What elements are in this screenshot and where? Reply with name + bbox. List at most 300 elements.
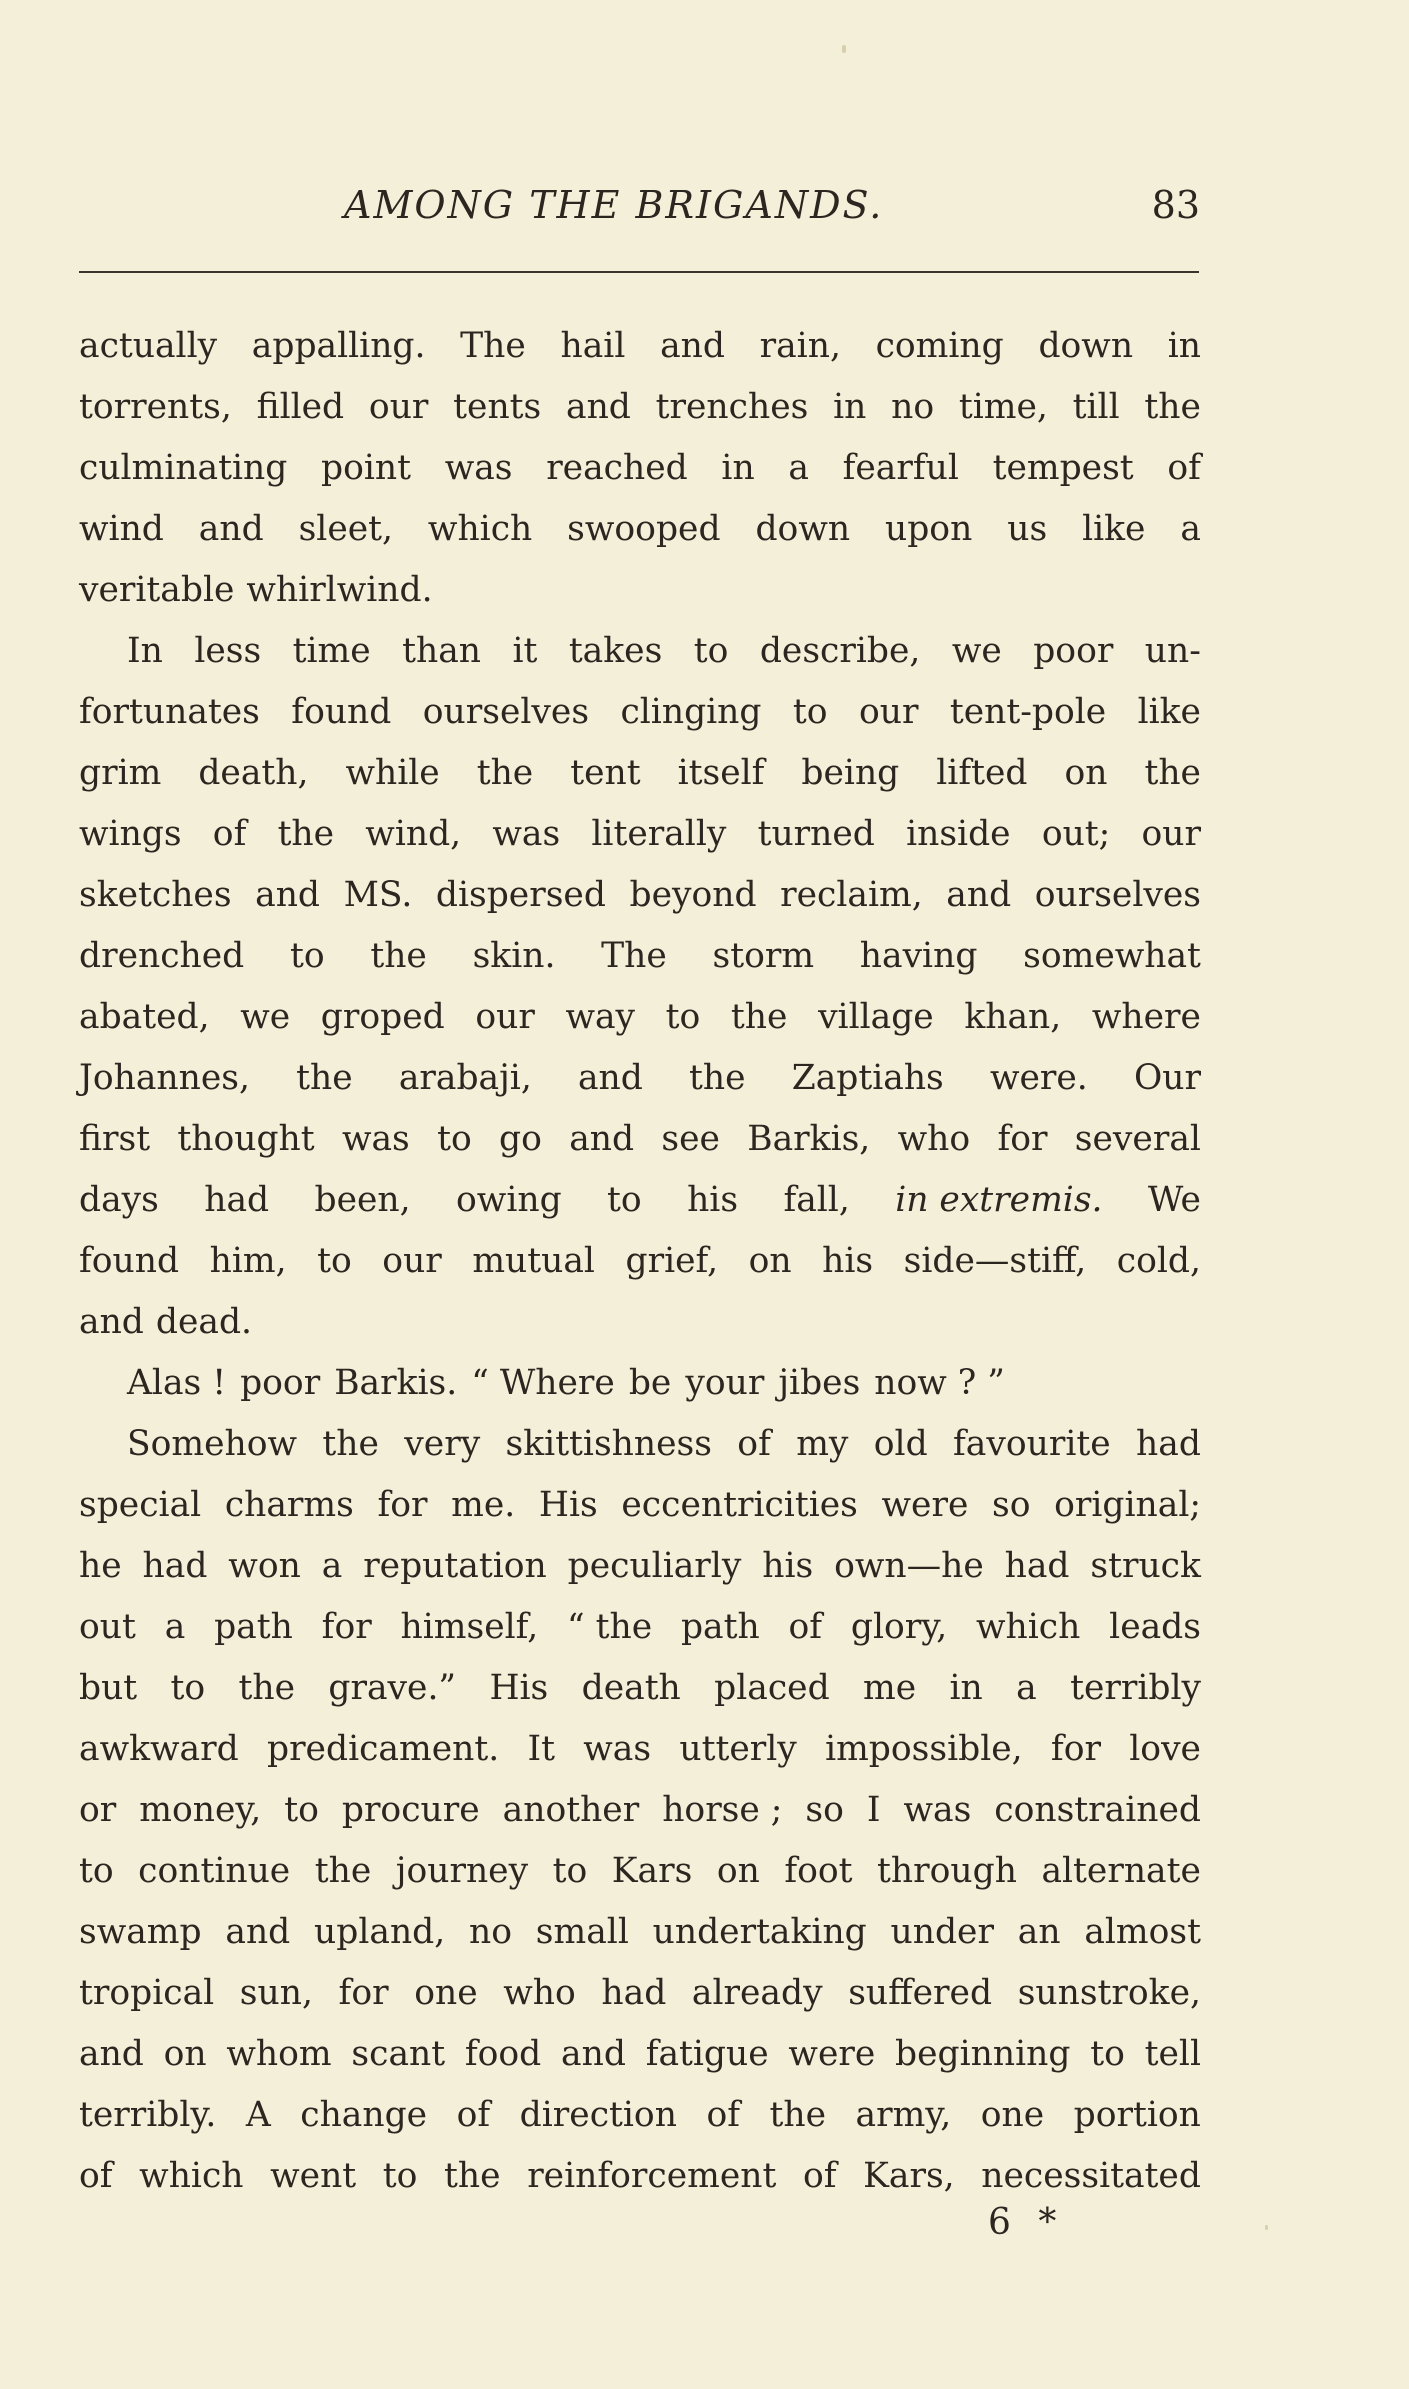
word: down (1038, 326, 1134, 366)
word: charms (224, 1485, 354, 1525)
word: poor (1033, 631, 1114, 671)
word: culminating (79, 448, 288, 488)
text-line (79, 1475, 1201, 1536)
word: “ Where (471, 1363, 615, 1403)
text-line (79, 1170, 1201, 1231)
word: describe, (759, 631, 921, 671)
text-line (79, 621, 1201, 682)
word: trenches (655, 387, 809, 427)
word: our (858, 692, 919, 732)
word: I (866, 1790, 881, 1830)
word: storm (712, 936, 815, 976)
text-line (79, 1719, 1201, 1780)
word: death, (198, 753, 309, 793)
word: special (79, 1485, 202, 1525)
word: way (565, 997, 636, 1037)
word: so (992, 1485, 1031, 1525)
word: appalling. (251, 326, 426, 366)
word: dispersed (435, 875, 606, 915)
word: the (444, 2156, 501, 2196)
word: the (769, 2095, 827, 2135)
word: my (796, 1424, 849, 1464)
word: under (890, 1912, 994, 1952)
word: original; (1054, 1485, 1201, 1525)
word: the (1144, 753, 1201, 793)
word: suffered (848, 1973, 993, 2013)
text-line (79, 1109, 1201, 1170)
word: village (818, 997, 934, 1037)
word: dead. (155, 1302, 252, 1342)
word: our (368, 387, 429, 427)
word: like (1082, 509, 1146, 549)
word: Somehow (127, 1424, 298, 1464)
word: path (214, 1607, 293, 1647)
word: we (240, 997, 291, 1037)
header-rule (79, 271, 1199, 273)
word: lifted (936, 753, 1028, 793)
word: to (170, 1668, 206, 1708)
word: was (903, 1790, 972, 1830)
word: khan, (964, 997, 1062, 1037)
text-line (79, 438, 1201, 499)
word: the (296, 1058, 353, 1098)
word: which (427, 509, 533, 549)
word: abated, (79, 997, 210, 1037)
word: was (492, 814, 561, 854)
word: The (601, 936, 667, 976)
word: thought (177, 1119, 315, 1159)
word: Kars, (863, 2156, 955, 2196)
word: sketches (79, 875, 232, 915)
word: than (402, 631, 481, 671)
word: already (691, 1973, 823, 2013)
word: reclaim, (780, 875, 923, 915)
word: days (79, 1180, 159, 1220)
word: on (748, 1241, 792, 1281)
text-line (79, 1902, 1201, 1963)
word: tents (453, 387, 542, 427)
word: to (317, 1241, 352, 1281)
word: Barkis, (747, 1119, 871, 1159)
word: Barkis. (334, 1363, 458, 1403)
word: to (693, 631, 729, 671)
word: ourselves (1034, 875, 1201, 915)
word: found (291, 692, 392, 732)
word: almost (1084, 1912, 1201, 1952)
word: the (1144, 387, 1201, 427)
word: had (601, 1973, 667, 2013)
word: himself, (400, 1607, 539, 1647)
word: actually (79, 326, 218, 366)
text-line (79, 926, 1201, 987)
word: path (680, 1607, 760, 1647)
word: down (755, 509, 851, 549)
word: horse ; (662, 1790, 783, 1830)
word: whom (226, 2034, 332, 2074)
word: Alas ! (127, 1363, 227, 1403)
word: coming (875, 326, 1004, 366)
body-text (79, 316, 1201, 2207)
word: in (1167, 326, 1201, 366)
word: mutual (472, 1241, 595, 1281)
word: of (212, 814, 247, 854)
word: continue (138, 1851, 291, 1891)
text-line (79, 865, 1201, 926)
text-line (79, 1353, 1201, 1414)
word: It (527, 1729, 555, 1769)
word: hail (560, 326, 626, 366)
word: We (1147, 1180, 1201, 1220)
word: food (464, 2034, 542, 2074)
word: and (225, 1912, 291, 1952)
word: clinging (620, 692, 762, 732)
word: a (788, 448, 809, 488)
word: first (79, 1119, 151, 1159)
word: side—stiff, (903, 1241, 1087, 1281)
word: un- (1144, 631, 1201, 671)
word: wind, (365, 814, 462, 854)
word: fall, (783, 1180, 850, 1220)
word: inside (906, 814, 1011, 854)
running-title: AMONG THE BRIGANDS. (344, 183, 884, 227)
word: had (142, 1546, 208, 1586)
word: terribly (1070, 1668, 1201, 1708)
word: were. (989, 1058, 1088, 1098)
word: the (476, 753, 534, 793)
word: like (1137, 692, 1201, 732)
word: our (475, 997, 535, 1037)
word: now ? ” (874, 1363, 1005, 1403)
word: several (1074, 1119, 1201, 1159)
word: necessitated (981, 2156, 1201, 2196)
word: which (139, 2156, 244, 2196)
word: out; (1041, 814, 1111, 854)
word: tropical (79, 1973, 215, 2013)
word: upon (885, 509, 973, 549)
text-line (79, 316, 1201, 377)
page-number: 83 (1151, 183, 1200, 227)
word: very (404, 1424, 481, 1464)
word: drenched (79, 936, 245, 976)
word: having (859, 936, 978, 976)
text-line (79, 1414, 1201, 1475)
word: owing (456, 1180, 562, 1220)
word: and (566, 387, 631, 427)
word: our (1141, 814, 1201, 854)
word: out (79, 1607, 136, 1647)
word: to (607, 1180, 642, 1220)
word: won (228, 1546, 301, 1586)
text-line (79, 1048, 1201, 1109)
text-line (79, 743, 1201, 804)
word: to (289, 936, 325, 976)
word: to (552, 1851, 588, 1891)
word: wings (79, 814, 182, 854)
word: his (762, 1546, 814, 1586)
word: His (489, 1668, 549, 1708)
word: ourselves (422, 692, 590, 732)
word: of (456, 2095, 491, 2135)
word: and (946, 875, 1012, 915)
word: me. (451, 1485, 516, 1525)
word: to (79, 1851, 114, 1891)
word: to (665, 997, 701, 1037)
word: “ the (567, 1607, 653, 1647)
word: and (561, 2034, 626, 2074)
word: the (730, 997, 788, 1037)
word: found (79, 1241, 180, 1281)
text-line (79, 560, 1201, 621)
word: on (716, 1851, 760, 1891)
word: The (460, 326, 526, 366)
word: point (321, 448, 411, 488)
text-line (79, 2024, 1201, 2085)
word: while (345, 753, 440, 793)
word: go (499, 1119, 542, 1159)
word: no (469, 1912, 513, 1952)
word: swooped (567, 509, 721, 549)
word: to (382, 2156, 418, 2196)
word: love (1129, 1729, 1201, 1769)
word: in (949, 1668, 983, 1708)
word: skittishness (505, 1424, 712, 1464)
word: swamp (79, 1912, 202, 1952)
word: beyond (629, 875, 757, 915)
word: jibes (778, 1363, 861, 1403)
text-line (79, 1963, 1201, 2024)
word: eccentricities (621, 1485, 858, 1525)
word: turned (757, 814, 875, 854)
word: it (512, 631, 538, 671)
word: and (79, 1302, 144, 1342)
word: sunstroke, (1017, 1973, 1201, 2013)
word: for (377, 1485, 428, 1525)
word: A (245, 2095, 271, 2135)
word: the (370, 936, 427, 976)
word: to (437, 1119, 472, 1159)
word: an (1017, 1912, 1061, 1952)
word: see (661, 1119, 720, 1159)
text-line (79, 1292, 1201, 1353)
text-line (79, 499, 1201, 560)
word: his (687, 1180, 739, 1220)
word: foot (784, 1851, 853, 1891)
word: and (577, 1058, 643, 1098)
word: tent (570, 753, 641, 793)
word: had (204, 1180, 270, 1220)
word: money, (139, 1790, 262, 1830)
word: was (583, 1729, 652, 1769)
word: a (164, 1607, 186, 1647)
word: army, (855, 2095, 952, 2135)
word: of (79, 2156, 113, 2196)
word: utterly (679, 1729, 797, 1769)
word: time, (958, 387, 1048, 427)
word: of (1167, 448, 1201, 488)
word: procure (341, 1790, 480, 1830)
word: arabaji, (398, 1058, 532, 1098)
word: veritable (79, 570, 235, 610)
word: leads (1109, 1607, 1201, 1647)
word: his (822, 1241, 874, 1281)
word: beginning (895, 2034, 1071, 2074)
word: him, (209, 1241, 287, 1281)
word: and (255, 875, 321, 915)
word: for (321, 1607, 372, 1647)
word: for (997, 1119, 1048, 1159)
word: scant (351, 2034, 446, 2074)
word: no (891, 387, 935, 427)
word: and (569, 1119, 635, 1159)
word: where (1091, 997, 1201, 1037)
word: In (127, 631, 163, 671)
word: filled (256, 387, 345, 427)
word: reputation (363, 1546, 547, 1586)
word: the (689, 1058, 746, 1098)
word: who (503, 1973, 576, 2013)
word: predicament. (266, 1729, 500, 1769)
word: rain, (759, 326, 841, 366)
word: Our (1133, 1058, 1201, 1098)
word: till (1072, 387, 1120, 427)
word: to (284, 1790, 319, 1830)
word: and (198, 509, 264, 549)
word: cold, (1116, 1241, 1201, 1281)
word: or (79, 1790, 117, 1830)
word: of (802, 2156, 837, 2196)
word: us (1007, 509, 1048, 549)
word: the (238, 1668, 296, 1708)
word: itself (677, 753, 765, 793)
word: terribly. (79, 2095, 217, 2135)
word: a (1016, 1668, 1037, 1708)
word: fearful (842, 448, 959, 488)
word: journey (395, 1851, 529, 1891)
word: grave.” (328, 1668, 457, 1708)
word: grief, (625, 1241, 719, 1281)
text-line (79, 987, 1201, 1048)
word: be (628, 1363, 672, 1403)
word: so (805, 1790, 844, 1830)
word: of (706, 2095, 740, 2135)
word: who (897, 1119, 971, 1159)
word: favourite (953, 1424, 1111, 1464)
word: through (877, 1851, 1017, 1891)
paper-speck (842, 45, 846, 53)
text-line (79, 1231, 1201, 1292)
word: to (1090, 2034, 1125, 2074)
word: tempest (992, 448, 1134, 488)
word: tent-pole (949, 692, 1107, 732)
word: constrained (994, 1790, 1201, 1830)
word: change (300, 2095, 428, 2135)
word: Johannes, (79, 1058, 250, 1098)
text-line (79, 1658, 1201, 1719)
word: groped (320, 997, 445, 1037)
word: Zaptiahs (791, 1058, 944, 1098)
word: of (737, 1424, 771, 1464)
word: in (721, 448, 755, 488)
word: were (788, 2034, 876, 2074)
word: placed (714, 1668, 830, 1708)
word: on (163, 2034, 207, 2074)
word: one (980, 2095, 1045, 2135)
text-line (79, 804, 1201, 865)
word: a (1180, 509, 1201, 549)
word: takes (568, 631, 663, 671)
word: and (660, 326, 725, 366)
text-line (79, 682, 1201, 743)
word: and (79, 2034, 144, 2074)
word: reached (546, 448, 688, 488)
word: poor (240, 1363, 321, 1403)
word: whirlwind. (246, 570, 433, 610)
word: awkward (79, 1729, 239, 1769)
word: tell (1144, 2034, 1201, 2074)
word: were (881, 1485, 969, 1525)
word: peculiarly (567, 1546, 742, 1586)
word: another (502, 1790, 640, 1830)
word: glory, (850, 1607, 948, 1647)
text-line (79, 2085, 1201, 2146)
word: skin. (472, 936, 556, 976)
word: to (792, 692, 828, 732)
word: His (538, 1485, 598, 1525)
paper-speck (1265, 2225, 1268, 2230)
word: death (581, 1668, 681, 1708)
word: on (1064, 753, 1108, 793)
word: own—he (834, 1546, 984, 1586)
word: he (79, 1546, 122, 1586)
word: the (314, 1851, 372, 1891)
word: in (833, 387, 867, 427)
signature-mark: 6 * (988, 2202, 1065, 2243)
word: we (951, 631, 1002, 671)
word: Kars (611, 1851, 693, 1891)
word: impossible, (825, 1729, 1023, 1769)
word: portion (1073, 2095, 1201, 2135)
text-line (79, 1597, 1201, 1658)
word: grim (79, 753, 162, 793)
word: alternate (1041, 1851, 1201, 1891)
word: but (79, 1668, 138, 1708)
word: undertaking (652, 1912, 867, 1952)
word: your (685, 1363, 765, 1403)
word: for (338, 1973, 389, 2013)
word: being (801, 753, 900, 793)
word: of (788, 1607, 823, 1647)
word: fortunates (79, 692, 260, 732)
word: in extremis. (895, 1180, 1103, 1220)
word: less (194, 631, 262, 671)
word: somewhat (1023, 936, 1201, 976)
word: upland, (314, 1912, 446, 1952)
word: literally (591, 814, 727, 854)
word: time (292, 631, 371, 671)
word: the (322, 1424, 379, 1464)
word: me (863, 1668, 917, 1708)
text-line (79, 1841, 1201, 1902)
running-header (79, 175, 1200, 235)
word: was (341, 1119, 410, 1159)
word: went (270, 2156, 357, 2196)
word: reinforcement (527, 2156, 777, 2196)
text-line (79, 1536, 1201, 1597)
text-line (79, 1780, 1201, 1841)
word: torrents, (79, 387, 232, 427)
word: the (277, 814, 335, 854)
word: been, (314, 1180, 411, 1220)
